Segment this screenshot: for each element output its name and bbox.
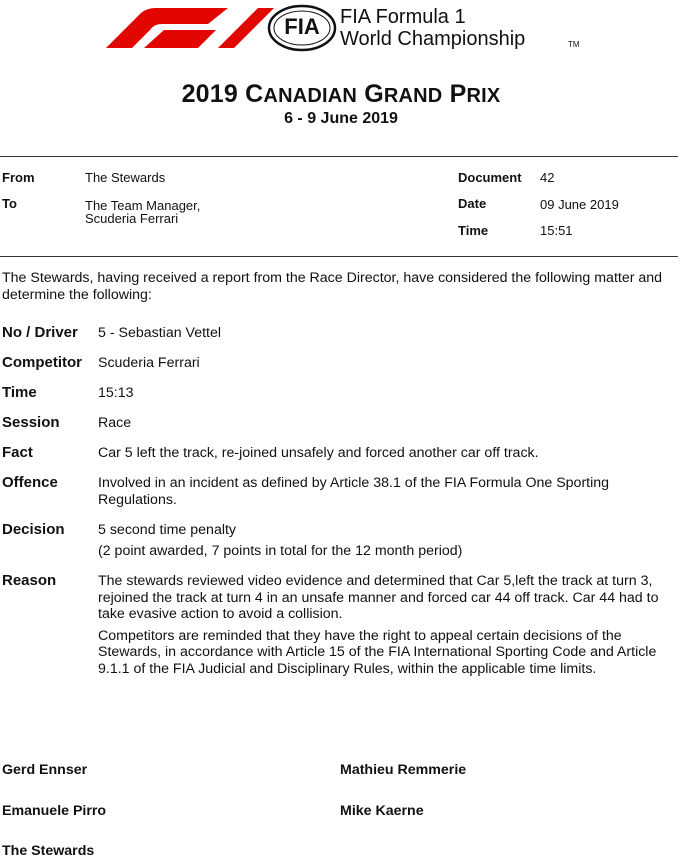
title-word-1: [245, 80, 357, 108]
time-label: Time: [458, 223, 489, 238]
intro-paragraph: The Stewards, having received a report from the Race Director, have considered the following matter and determine the following:: [2, 270, 663, 303]
stewards-footer: The Stewards: [2, 843, 95, 859]
document-value: 42: [540, 170, 555, 185]
logo-tm: TM: [568, 40, 580, 49]
row-value-driver: [98, 325, 676, 348]
from-label: From: [2, 170, 35, 185]
to-value-line1: The Team Manager,: [85, 198, 201, 213]
title-smallcaps: ANADIAN: [263, 85, 358, 107]
row-label-driver: No / Driver: [2, 324, 78, 341]
f1-fia-logo: [106, 4, 586, 52]
title-cap: G: [364, 80, 384, 108]
event-dates: 6 - 9 June 2019: [284, 110, 398, 127]
row-value-offence: [98, 475, 676, 514]
row-paragraph: 15:13: [98, 385, 134, 401]
steward-name-2: Mathieu Remmerie: [340, 762, 467, 778]
title-smallcaps: RIX: [466, 85, 501, 107]
fia-badge-text: FIA: [284, 14, 320, 39]
row-label-reason: Reason: [2, 572, 57, 589]
row-paragraph: Race: [98, 415, 132, 431]
row-value-reason: [98, 573, 676, 683]
row-value-session: [98, 415, 676, 438]
title-smallcaps: RAND: [383, 85, 443, 107]
time-value: 15:51: [540, 223, 573, 238]
row-paragraph: Involved in an incident as defined by Article 38.1 of the FIA Formula One Sporting Regulations.: [98, 475, 610, 508]
row-value-decision: [98, 522, 676, 565]
to-value-line2: Scuderia Ferrari: [85, 211, 179, 226]
row-paragraph: Car 5 left the track, re-joined unsafely and forced another car off track.: [98, 445, 539, 461]
divider-top: [0, 156, 678, 157]
from-value: The Stewards: [85, 170, 166, 185]
steward-name-4: Mike Kaerne: [340, 803, 424, 819]
row-paragraph: The stewards reviewed video evidence and determined that Car 5,left the track at turn 3, rejoined the track at turn 4 in an unsafe manner and forced car 44 off track. Car 44 had to take evasive action to avoid a collision.: [98, 573, 659, 622]
steward-name-1: Gerd Ennser: [2, 762, 88, 778]
title-word-3: [450, 80, 501, 108]
row-value-time: [98, 385, 676, 408]
title-cap: P: [449, 80, 467, 108]
row-paragraph: Scuderia Ferrari: [98, 355, 200, 371]
row-paragraph: (2 point awarded, 7 points in total for the 12 month period): [98, 542, 463, 559]
logo-text-line1: FIA Formula 1: [340, 6, 466, 28]
title-cap: C: [245, 80, 264, 108]
row-value-competitor: [98, 355, 676, 378]
row-label-session: Session: [2, 414, 60, 431]
row-label-time: Time: [2, 384, 37, 401]
date-label: Date: [458, 196, 487, 211]
logo-text-line2: World Championship: [340, 28, 526, 50]
row-paragraph: 5 second time penalty: [98, 522, 237, 538]
title-year: 2019: [181, 80, 238, 108]
divider-bottom: [0, 256, 678, 257]
row-label-offence: Offence: [2, 474, 58, 491]
date-value: 09 June 2019: [540, 197, 619, 212]
document-label: Document: [458, 170, 522, 185]
page-title: [0, 80, 682, 109]
title-word-2: [364, 80, 442, 108]
row-paragraph: 5 - Sebastian Vettel: [98, 325, 222, 341]
row-label-competitor: Competitor: [2, 354, 82, 371]
row-label-decision: Decision: [2, 521, 65, 538]
to-label: To: [2, 196, 17, 211]
row-paragraph: Competitors are reminded that they have the right to appeal certain decisions of the Stewards, in accordance with Article 15 of the FIA International Sporting Code and Article 9.1.1 of the FIA Judicial and Disciplinary Rules, within the applicable time limits.: [98, 627, 657, 677]
row-value-fact: [98, 445, 676, 468]
row-label-fact: Fact: [2, 444, 33, 461]
steward-name-3: Emanuele Pirro: [2, 803, 107, 819]
